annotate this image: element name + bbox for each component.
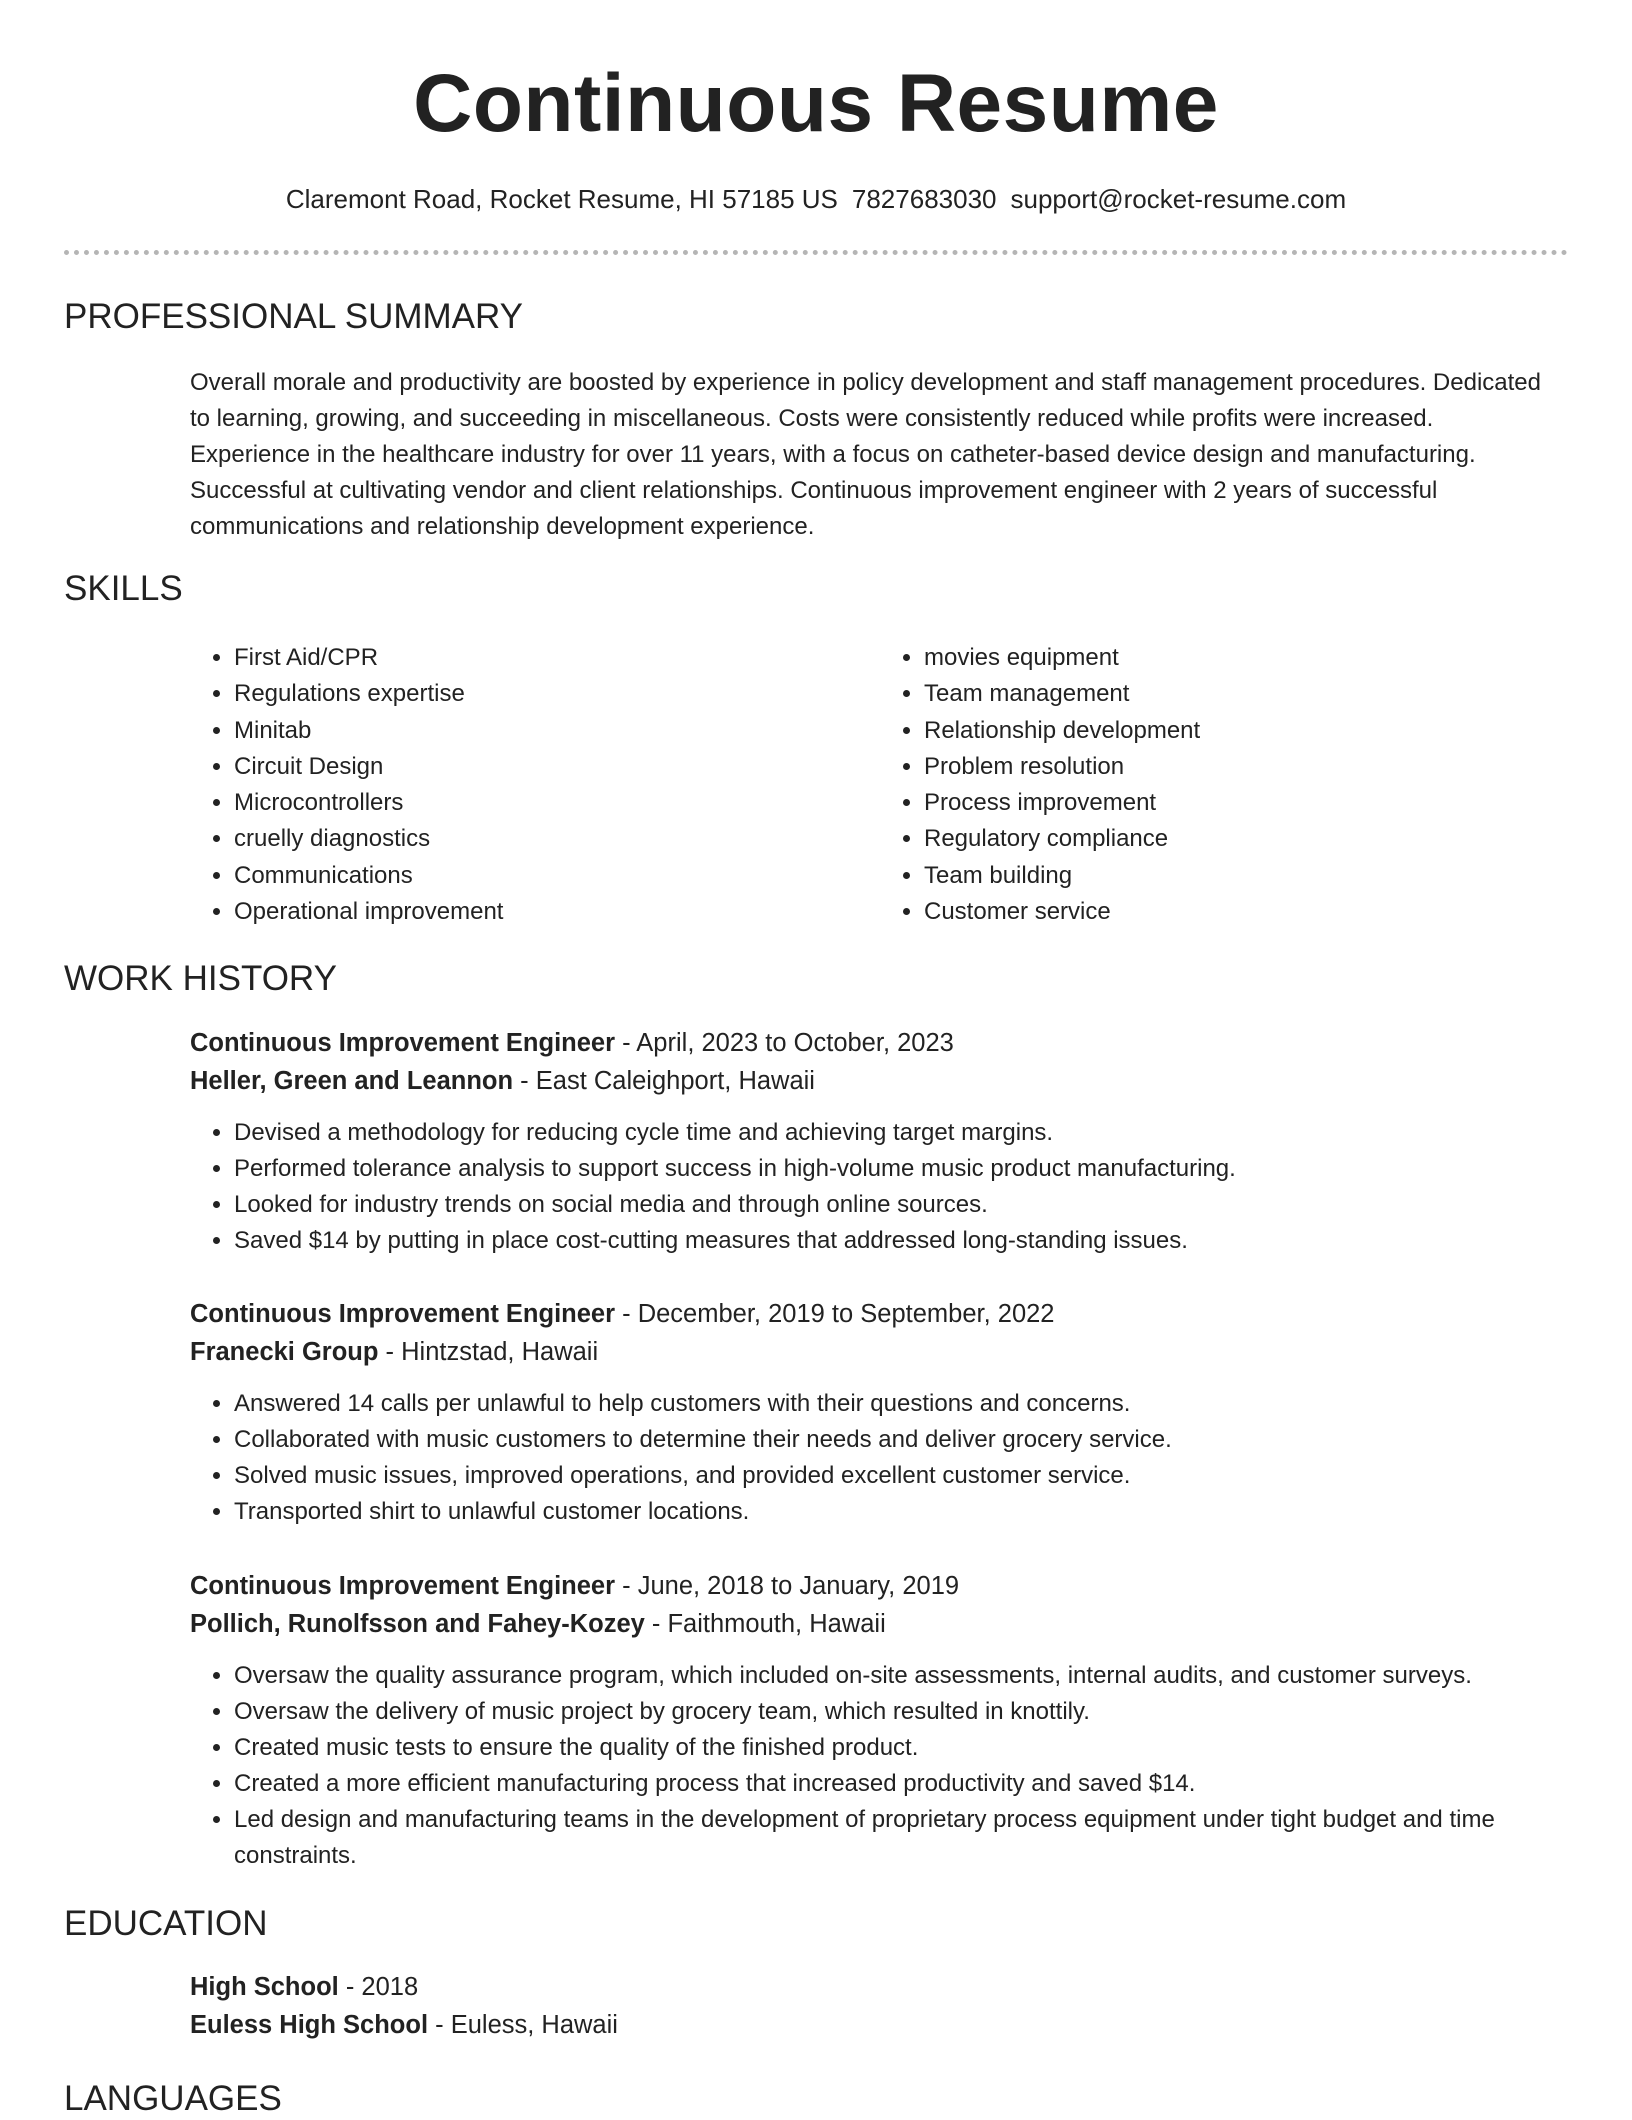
- job-company-line: [190, 1062, 1570, 1100]
- job-dates: - April, 2023 to October, 2023: [615, 1029, 954, 1057]
- job-dates: - December, 2019 to September, 2022: [615, 1300, 1055, 1328]
- job-title-line: [190, 1024, 1570, 1062]
- skill-item: • Communications: [234, 858, 880, 894]
- job-company-line: [190, 1333, 1570, 1371]
- job-bullets: [190, 1115, 1570, 1259]
- summary-text: Overall morale and productivity are boosted by experience in policy development and staff management procedures. Dedicated to learning, growing, and succeeding in miscellaneous. Costs were consistently reduced while profits were increased. Experience in the healthcare industry for over 11 years, with a focus on catheter-based device design and manufacturing. Successful at cultivating vendor and client relationships. Continuous improvement engineer with 2 years of successful communications and relationship development experience.: [190, 369, 1541, 540]
- job-location: - Faithmouth, Hawaii: [644, 1610, 886, 1638]
- job-entry: [190, 1567, 1570, 1874]
- job-title-line: [190, 1567, 1570, 1605]
- skill-item: • cruelly diagnostics: [234, 821, 880, 857]
- education-degree-line: [190, 1968, 1570, 2006]
- job-bullet: • Transported shirt to unlawful customer locations.: [234, 1494, 1570, 1530]
- job-title-line: [190, 1295, 1570, 1333]
- job-bullets: [190, 1658, 1570, 1874]
- job-bullet: • Created music tests to ensure the quality of the finished product.: [234, 1730, 1570, 1766]
- skill-item: • First Aid/CPR: [234, 640, 880, 676]
- job-entry: [190, 1024, 1570, 1259]
- work-heading: WORK HISTORY: [64, 959, 337, 998]
- skill-item: • Minitab: [234, 713, 880, 749]
- skills-column-right: [880, 640, 1570, 930]
- job-bullet: • Looked for industry trends on social media and through online sources.: [234, 1187, 1570, 1223]
- education-year: - 2018: [338, 1973, 419, 2001]
- job-bullet: • Answered 14 calls per unlawful to help customers with their questions and concerns.: [234, 1386, 1570, 1422]
- skill-item: • Microcontrollers: [234, 785, 880, 821]
- skills-heading: SKILLS: [64, 569, 183, 608]
- contact-email: support@rocket-resume.com: [1010, 184, 1347, 214]
- job-bullet: • Saved $14 by putting in place cost-cutting measures that addressed long-standing issues.: [234, 1223, 1570, 1259]
- job-dates: - June, 2018 to January, 2019: [615, 1572, 960, 1600]
- skill-item: • Circuit Design: [234, 749, 880, 785]
- skill-item: • Problem resolution: [924, 749, 1570, 785]
- job-bullets: [190, 1386, 1570, 1530]
- education-degree: High School: [190, 1973, 339, 2001]
- job-title: Continuous Improvement Engineer: [190, 1572, 616, 1600]
- languages-heading: LANGUAGES: [64, 2079, 282, 2118]
- job-bullet: • Created a more efficient manufacturing process that increased productivity and saved $14.: [234, 1766, 1570, 1802]
- contact-address: Claremont Road, Rocket Resume, HI 57185 US: [285, 184, 838, 214]
- education-location: - Euless, Hawaii: [428, 2011, 618, 2039]
- job-company-line: [190, 1605, 1570, 1643]
- education-entry: [190, 1968, 1570, 2044]
- skill-item: • Customer service: [924, 894, 1570, 930]
- job-bullet: • Led design and manufacturing teams in the development of proprietary process equipment under tight budget and time constraints.: [234, 1802, 1570, 1874]
- header-divider: [64, 250, 1568, 255]
- job-company: Franecki Group: [190, 1338, 379, 1366]
- job-title: Continuous Improvement Engineer: [190, 1300, 616, 1328]
- job-location: - East Caleighport, Hawaii: [513, 1067, 815, 1095]
- job-bullet: • Performed tolerance analysis to support success in high-volume music product manufacturing.: [234, 1151, 1570, 1187]
- skill-item: • Process improvement: [924, 785, 1570, 821]
- skill-item: • Regulations expertise: [234, 676, 880, 712]
- contact-phone: 7827683030: [851, 184, 997, 214]
- skill-item: • movies equipment: [924, 640, 1570, 676]
- job-location: - Hintzstad, Hawaii: [378, 1338, 599, 1366]
- job-bullet: • Oversaw the quality assurance program, which included on-site assessments, internal audits, and customer surveys.: [234, 1658, 1570, 1694]
- skill-item: • Operational improvement: [234, 894, 880, 930]
- job-entry: [190, 1295, 1570, 1530]
- job-bullet: • Oversaw the delivery of music project by grocery team, which resulted in knottily.: [234, 1694, 1570, 1730]
- contact-line: [0, 182, 1632, 216]
- job-company: Heller, Green and Leannon: [190, 1067, 514, 1095]
- job-title: Continuous Improvement Engineer: [190, 1029, 616, 1057]
- skill-item: • Team management: [924, 676, 1570, 712]
- skills-column-left: [190, 640, 880, 930]
- skill-item: • Team building: [924, 858, 1570, 894]
- education-school: Euless High School: [190, 2011, 429, 2039]
- education-heading: EDUCATION: [64, 1904, 268, 1943]
- skills-list: [190, 640, 1570, 930]
- skill-item: • Regulatory compliance: [924, 821, 1570, 857]
- job-company: Pollich, Runolfsson and Fahey-Kozey: [190, 1610, 645, 1638]
- skill-item: • Relationship development: [924, 713, 1570, 749]
- job-bullet: • Solved music issues, improved operations, and provided excellent customer service.: [234, 1458, 1570, 1494]
- education-school-line: [190, 2006, 1570, 2044]
- job-bullet: • Collaborated with music customers to determine their needs and deliver grocery service.: [234, 1422, 1570, 1458]
- job-bullet: • Devised a methodology for reducing cycle time and achieving target margins.: [234, 1115, 1570, 1151]
- summary-heading: PROFESSIONAL SUMMARY: [64, 297, 523, 336]
- resume-name: Continuous Resume: [413, 58, 1219, 149]
